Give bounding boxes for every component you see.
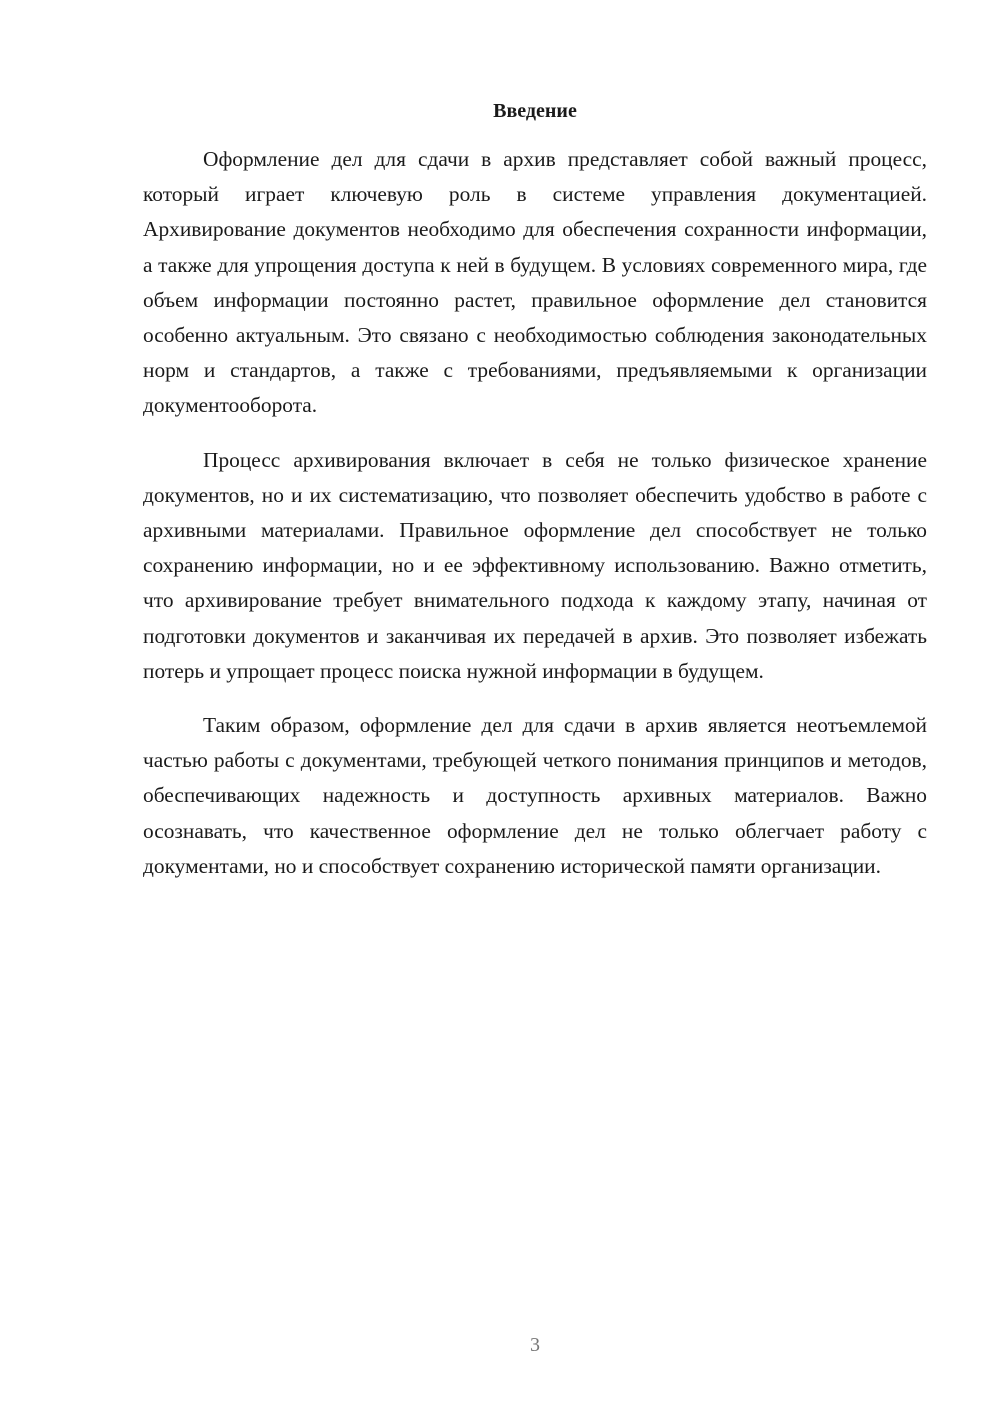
paragraph-1: Оформление дел для сдачи в архив представляет собой важный процесс, который играет ключевую роль в системе управления документацией. Архивирование документов необходимо для обеспечения сохранности информации, а также для упрощения доступа к ней в будущем. В условиях современного мира, где объем информации постоянно растет, правильное оформление дел становится особенно актуальным. Это связано с необходимостью соблюдения законодательных норм и стандартов, а также с требованиями, предъявляемыми к организации документооборота. <box>143 147 927 418</box>
section-title: Введение <box>493 100 577 122</box>
document-body <box>143 142 927 903</box>
page-number: 3 <box>530 1334 540 1356</box>
paragraph-3: Таким образом, оформление дел для сдачи в архив является неотъемлемой частью работы с документами, требующей четкого понимания принципов и методов, обеспечивающих надежность и доступность архивных материалов. Важно осознавать, что качественное оформление дел не только облегчает работу с документами, но и способствует сохранению исторической памяти организации. <box>143 713 927 878</box>
paragraph-2: Процесс архивирования включает в себя не только физическое хранение документов, но и их систематизацию, что позволяет обеспечить удобство в работе с архивными материалами. Правильное оформление дел способствует не только сохранению информации, но и ее эффективному использованию. Важно отметить, что архивирование требует внимательного подхода к каждому этапу, начиная от подготовки документов и заканчивая их передачей в архив. Это позволяет избежать потерь и упрощает процесс поиска нужной информации в будущем. <box>143 447 927 683</box>
